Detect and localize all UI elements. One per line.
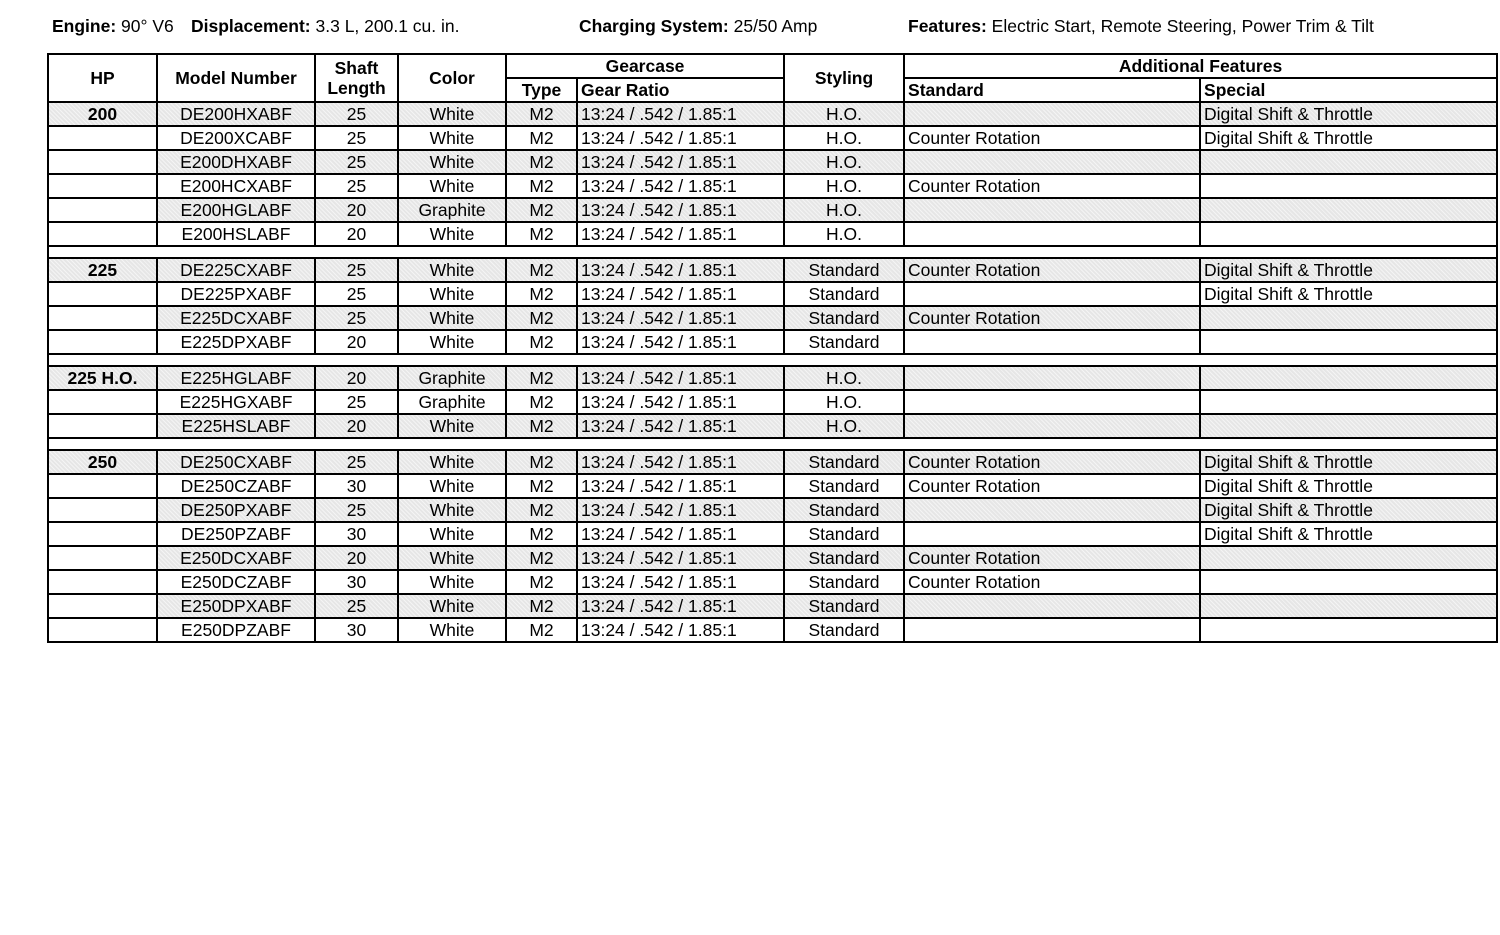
features-spec xyxy=(908,16,1374,37)
table-row xyxy=(48,174,1497,198)
model-number-cell: E250DCZABF xyxy=(157,570,315,594)
special-feature-cell xyxy=(1200,594,1497,618)
special-feature-cell xyxy=(1200,222,1497,246)
shaft-length-cell: 25 xyxy=(315,450,398,474)
shaft-length-cell: 25 xyxy=(315,258,398,282)
special-feature-cell xyxy=(1200,150,1497,174)
table-row xyxy=(48,306,1497,330)
special-feature-cell xyxy=(1200,174,1497,198)
styling-cell: H.O. xyxy=(784,222,904,246)
table-row xyxy=(48,474,1497,498)
hp-cell: 250 xyxy=(48,450,157,474)
table-row xyxy=(48,222,1497,246)
gear-type-cell: M2 xyxy=(506,174,577,198)
table-row xyxy=(48,522,1497,546)
special-feature-cell xyxy=(1200,618,1497,642)
features-label: Features: xyxy=(908,16,987,36)
special-header: Special xyxy=(1200,78,1497,102)
color-cell: White xyxy=(398,126,506,150)
shaft-length-cell: 30 xyxy=(315,570,398,594)
styling-cell: Standard xyxy=(784,618,904,642)
gear-ratio-cell: 13:24 / .542 / 1.85:1 xyxy=(577,414,784,438)
gear-type-cell: M2 xyxy=(506,390,577,414)
color-cell: Graphite xyxy=(398,198,506,222)
standard-feature-cell xyxy=(904,594,1200,618)
model-number-cell: DE250PXABF xyxy=(157,498,315,522)
charging-spec xyxy=(579,16,817,37)
model-number-cell: E200HSLABF xyxy=(157,222,315,246)
gear-ratio-cell: 13:24 / .542 / 1.85:1 xyxy=(577,450,784,474)
model-number-cell: E225HGLABF xyxy=(157,366,315,390)
model-number-cell: DE200HXABF xyxy=(157,102,315,126)
gear-type-cell: M2 xyxy=(506,330,577,354)
standard-header: Standard xyxy=(904,78,1200,102)
table-row xyxy=(48,198,1497,222)
engine-spec xyxy=(52,16,174,37)
styling-cell: Standard xyxy=(784,546,904,570)
gear-ratio-header: Gear Ratio xyxy=(577,78,784,102)
gear-type-cell: M2 xyxy=(506,594,577,618)
table-row xyxy=(48,618,1497,642)
gear-ratio-cell: 13:24 / .542 / 1.85:1 xyxy=(577,306,784,330)
hp-cell xyxy=(48,594,157,618)
gear-type-cell: M2 xyxy=(506,498,577,522)
standard-feature-cell xyxy=(904,390,1200,414)
group-separator xyxy=(48,354,1497,366)
standard-feature-cell xyxy=(904,366,1200,390)
gear-type-cell: M2 xyxy=(506,198,577,222)
color-cell: White xyxy=(398,222,506,246)
model-number-cell: DE250PZABF xyxy=(157,522,315,546)
gear-type-cell: M2 xyxy=(506,222,577,246)
color-cell: White xyxy=(398,414,506,438)
shaft-length-cell: 25 xyxy=(315,306,398,330)
table-row xyxy=(48,570,1497,594)
hp-cell: 225 xyxy=(48,258,157,282)
gear-ratio-cell: 13:24 / .542 / 1.85:1 xyxy=(577,150,784,174)
special-feature-cell: Digital Shift & Throttle xyxy=(1200,102,1497,126)
gear-type-cell: M2 xyxy=(506,126,577,150)
special-feature-cell: Digital Shift & Throttle xyxy=(1200,282,1497,306)
table-row xyxy=(48,366,1497,390)
shaft-length-cell: 30 xyxy=(315,522,398,546)
standard-feature-cell xyxy=(904,150,1200,174)
styling-cell: Standard xyxy=(784,450,904,474)
gear-ratio-cell: 13:24 / .542 / 1.85:1 xyxy=(577,366,784,390)
standard-feature-cell xyxy=(904,618,1200,642)
gearcase-header: Gearcase xyxy=(506,54,784,78)
shaft-length-cell: 25 xyxy=(315,594,398,618)
gear-ratio-cell: 13:24 / .542 / 1.85:1 xyxy=(577,330,784,354)
color-cell: White xyxy=(398,498,506,522)
hp-cell xyxy=(48,306,157,330)
charging-value: 25/50 Amp xyxy=(733,16,818,36)
color-cell: White xyxy=(398,306,506,330)
special-feature-cell: Digital Shift & Throttle xyxy=(1200,258,1497,282)
hp-cell: 225 H.O. xyxy=(48,366,157,390)
table-row xyxy=(48,330,1497,354)
gear-ratio-cell: 13:24 / .542 / 1.85:1 xyxy=(577,258,784,282)
gear-ratio-cell: 13:24 / .542 / 1.85:1 xyxy=(577,198,784,222)
gear-type-cell: M2 xyxy=(506,258,577,282)
color-cell: White xyxy=(398,474,506,498)
model-number-cell: E225HSLABF xyxy=(157,414,315,438)
model-number-cell: E250DPXABF xyxy=(157,594,315,618)
gear-type-cell: M2 xyxy=(506,570,577,594)
table-body xyxy=(48,102,1497,642)
styling-cell: Standard xyxy=(784,522,904,546)
displacement-value: 3.3 L, 200.1 cu. in. xyxy=(315,16,460,36)
model-number-cell: E250DCXABF xyxy=(157,546,315,570)
gear-ratio-cell: 13:24 / .542 / 1.85:1 xyxy=(577,618,784,642)
color-cell: White xyxy=(398,102,506,126)
gear-type-cell: M2 xyxy=(506,450,577,474)
hp-cell: 200 xyxy=(48,102,157,126)
additional-features-header: Additional Features xyxy=(904,54,1497,78)
gear-ratio-cell: 13:24 / .542 / 1.85:1 xyxy=(577,282,784,306)
hp-cell xyxy=(48,150,157,174)
standard-feature-cell xyxy=(904,330,1200,354)
model-number-cell: E200HGLABF xyxy=(157,198,315,222)
gear-ratio-cell: 13:24 / .542 / 1.85:1 xyxy=(577,522,784,546)
hp-cell xyxy=(48,570,157,594)
gear-ratio-cell: 13:24 / .542 / 1.85:1 xyxy=(577,126,784,150)
shaft-length-cell: 25 xyxy=(315,174,398,198)
hp-cell xyxy=(48,330,157,354)
hp-cell xyxy=(48,414,157,438)
shaft-length-cell: 20 xyxy=(315,414,398,438)
special-feature-cell xyxy=(1200,570,1497,594)
hp-cell xyxy=(48,174,157,198)
special-feature-cell xyxy=(1200,330,1497,354)
color-cell: White xyxy=(398,450,506,474)
table-row xyxy=(48,102,1497,126)
styling-cell: H.O. xyxy=(784,150,904,174)
hp-header: HP xyxy=(48,54,157,102)
standard-feature-cell: Counter Rotation xyxy=(904,474,1200,498)
table-header xyxy=(48,54,1497,102)
standard-feature-cell xyxy=(904,282,1200,306)
standard-feature-cell xyxy=(904,498,1200,522)
standard-feature-cell xyxy=(904,102,1200,126)
gear-ratio-cell: 13:24 / .542 / 1.85:1 xyxy=(577,390,784,414)
separator-cell xyxy=(48,246,1497,258)
special-feature-cell xyxy=(1200,390,1497,414)
table-row xyxy=(48,414,1497,438)
special-feature-cell: Digital Shift & Throttle xyxy=(1200,474,1497,498)
gear-ratio-cell: 13:24 / .542 / 1.85:1 xyxy=(577,222,784,246)
gear-type-cell: M2 xyxy=(506,102,577,126)
styling-cell: Standard xyxy=(784,306,904,330)
table-row xyxy=(48,282,1497,306)
styling-cell: H.O. xyxy=(784,174,904,198)
standard-feature-cell: Counter Rotation xyxy=(904,126,1200,150)
model-number-cell: DE250CXABF xyxy=(157,450,315,474)
shaft-length-cell: 25 xyxy=(315,150,398,174)
shaft-length-cell: 25 xyxy=(315,498,398,522)
gear-type-cell: M2 xyxy=(506,618,577,642)
special-feature-cell xyxy=(1200,414,1497,438)
model-number-header: Model Number xyxy=(157,54,315,102)
engine-value: 90° V6 xyxy=(121,16,174,36)
model-number-cell: E250DPZABF xyxy=(157,618,315,642)
color-cell: White xyxy=(398,174,506,198)
model-table xyxy=(47,53,1498,643)
displacement-label: Displacement: xyxy=(191,16,311,36)
shaft-length-cell: 25 xyxy=(315,282,398,306)
gear-type-cell: M2 xyxy=(506,414,577,438)
styling-cell: H.O. xyxy=(784,126,904,150)
table-row xyxy=(48,390,1497,414)
gear-type-cell: M2 xyxy=(506,150,577,174)
standard-feature-cell xyxy=(904,198,1200,222)
shaft-length-cell: 20 xyxy=(315,366,398,390)
gear-ratio-cell: 13:24 / .542 / 1.85:1 xyxy=(577,570,784,594)
standard-feature-cell xyxy=(904,414,1200,438)
color-cell: White xyxy=(398,150,506,174)
styling-cell: Standard xyxy=(784,594,904,618)
shaft-length-cell: 20 xyxy=(315,198,398,222)
shaft-length-cell: 25 xyxy=(315,126,398,150)
color-cell: White xyxy=(398,282,506,306)
table-row xyxy=(48,450,1497,474)
hp-cell xyxy=(48,522,157,546)
special-feature-cell: Digital Shift & Throttle xyxy=(1200,522,1497,546)
hp-cell xyxy=(48,498,157,522)
model-number-cell: DE250CZABF xyxy=(157,474,315,498)
standard-feature-cell xyxy=(904,522,1200,546)
shaft-length-cell: 30 xyxy=(315,474,398,498)
gear-type-cell: M2 xyxy=(506,282,577,306)
shaft-length-cell: 25 xyxy=(315,390,398,414)
standard-feature-cell xyxy=(904,222,1200,246)
color-header: Color xyxy=(398,54,506,102)
color-cell: White xyxy=(398,618,506,642)
gear-type-cell: M2 xyxy=(506,474,577,498)
model-number-cell: E225HGXABF xyxy=(157,390,315,414)
table-row xyxy=(48,126,1497,150)
gear-ratio-cell: 13:24 / .542 / 1.85:1 xyxy=(577,102,784,126)
color-cell: White xyxy=(398,522,506,546)
model-number-cell: E225DCXABF xyxy=(157,306,315,330)
styling-cell: Standard xyxy=(784,498,904,522)
hp-cell xyxy=(48,618,157,642)
charging-label: Charging System: xyxy=(579,16,729,36)
styling-cell: H.O. xyxy=(784,366,904,390)
table-row xyxy=(48,150,1497,174)
displacement-spec xyxy=(191,16,460,37)
hp-cell xyxy=(48,126,157,150)
standard-feature-cell: Counter Rotation xyxy=(904,546,1200,570)
gear-type-cell: M2 xyxy=(506,546,577,570)
group-separator xyxy=(48,246,1497,258)
table-row xyxy=(48,594,1497,618)
hp-cell xyxy=(48,546,157,570)
table-row xyxy=(48,546,1497,570)
styling-cell: H.O. xyxy=(784,390,904,414)
styling-cell: H.O. xyxy=(784,102,904,126)
styling-cell: Standard xyxy=(784,474,904,498)
gear-type-cell: M2 xyxy=(506,366,577,390)
separator-cell xyxy=(48,438,1497,450)
standard-feature-cell: Counter Rotation xyxy=(904,306,1200,330)
color-cell: White xyxy=(398,330,506,354)
gear-ratio-cell: 13:24 / .542 / 1.85:1 xyxy=(577,498,784,522)
styling-header: Styling xyxy=(784,54,904,102)
table-row xyxy=(48,498,1497,522)
gear-ratio-cell: 13:24 / .542 / 1.85:1 xyxy=(577,474,784,498)
color-cell: Graphite xyxy=(398,366,506,390)
gear-type-cell: M2 xyxy=(506,522,577,546)
color-cell: White xyxy=(398,570,506,594)
special-feature-cell xyxy=(1200,546,1497,570)
hp-cell xyxy=(48,198,157,222)
group-separator xyxy=(48,438,1497,450)
model-number-cell: E225DPXABF xyxy=(157,330,315,354)
color-cell: Graphite xyxy=(398,390,506,414)
model-number-cell: DE225PXABF xyxy=(157,282,315,306)
standard-feature-cell: Counter Rotation xyxy=(904,450,1200,474)
separator-cell xyxy=(48,354,1497,366)
type-header: Type xyxy=(506,78,577,102)
color-cell: White xyxy=(398,594,506,618)
hp-cell xyxy=(48,282,157,306)
special-feature-cell xyxy=(1200,198,1497,222)
gear-ratio-cell: 13:24 / .542 / 1.85:1 xyxy=(577,594,784,618)
styling-cell: H.O. xyxy=(784,414,904,438)
model-number-cell: DE200XCABF xyxy=(157,126,315,150)
hp-cell xyxy=(48,222,157,246)
standard-feature-cell: Counter Rotation xyxy=(904,570,1200,594)
features-value: Electric Start, Remote Steering, Power Trim & Tilt xyxy=(991,16,1374,36)
shaft-length-cell: 20 xyxy=(315,222,398,246)
styling-cell: Standard xyxy=(784,330,904,354)
color-cell: White xyxy=(398,258,506,282)
model-number-cell: DE225CXABF xyxy=(157,258,315,282)
engine-label: Engine: xyxy=(52,16,117,36)
special-feature-cell: Digital Shift & Throttle xyxy=(1200,126,1497,150)
spec-line xyxy=(0,16,1500,40)
special-feature-cell: Digital Shift & Throttle xyxy=(1200,450,1497,474)
model-number-cell: E200DHXABF xyxy=(157,150,315,174)
hp-cell xyxy=(48,474,157,498)
gear-ratio-cell: 13:24 / .542 / 1.85:1 xyxy=(577,546,784,570)
shaft-length-cell: 25 xyxy=(315,102,398,126)
shaft-length-header: Shaft Length xyxy=(315,54,398,102)
shaft-length-cell: 20 xyxy=(315,546,398,570)
standard-feature-cell: Counter Rotation xyxy=(904,174,1200,198)
styling-cell: Standard xyxy=(784,282,904,306)
special-feature-cell xyxy=(1200,366,1497,390)
shaft-length-cell: 20 xyxy=(315,330,398,354)
hp-cell xyxy=(48,390,157,414)
styling-cell: H.O. xyxy=(784,198,904,222)
styling-cell: Standard xyxy=(784,570,904,594)
table-row xyxy=(48,258,1497,282)
model-number-cell: E200HCXABF xyxy=(157,174,315,198)
styling-cell: Standard xyxy=(784,258,904,282)
shaft-length-cell: 30 xyxy=(315,618,398,642)
special-feature-cell: Digital Shift & Throttle xyxy=(1200,498,1497,522)
gear-ratio-cell: 13:24 / .542 / 1.85:1 xyxy=(577,174,784,198)
special-feature-cell xyxy=(1200,306,1497,330)
standard-feature-cell: Counter Rotation xyxy=(904,258,1200,282)
color-cell: White xyxy=(398,546,506,570)
gear-type-cell: M2 xyxy=(506,306,577,330)
